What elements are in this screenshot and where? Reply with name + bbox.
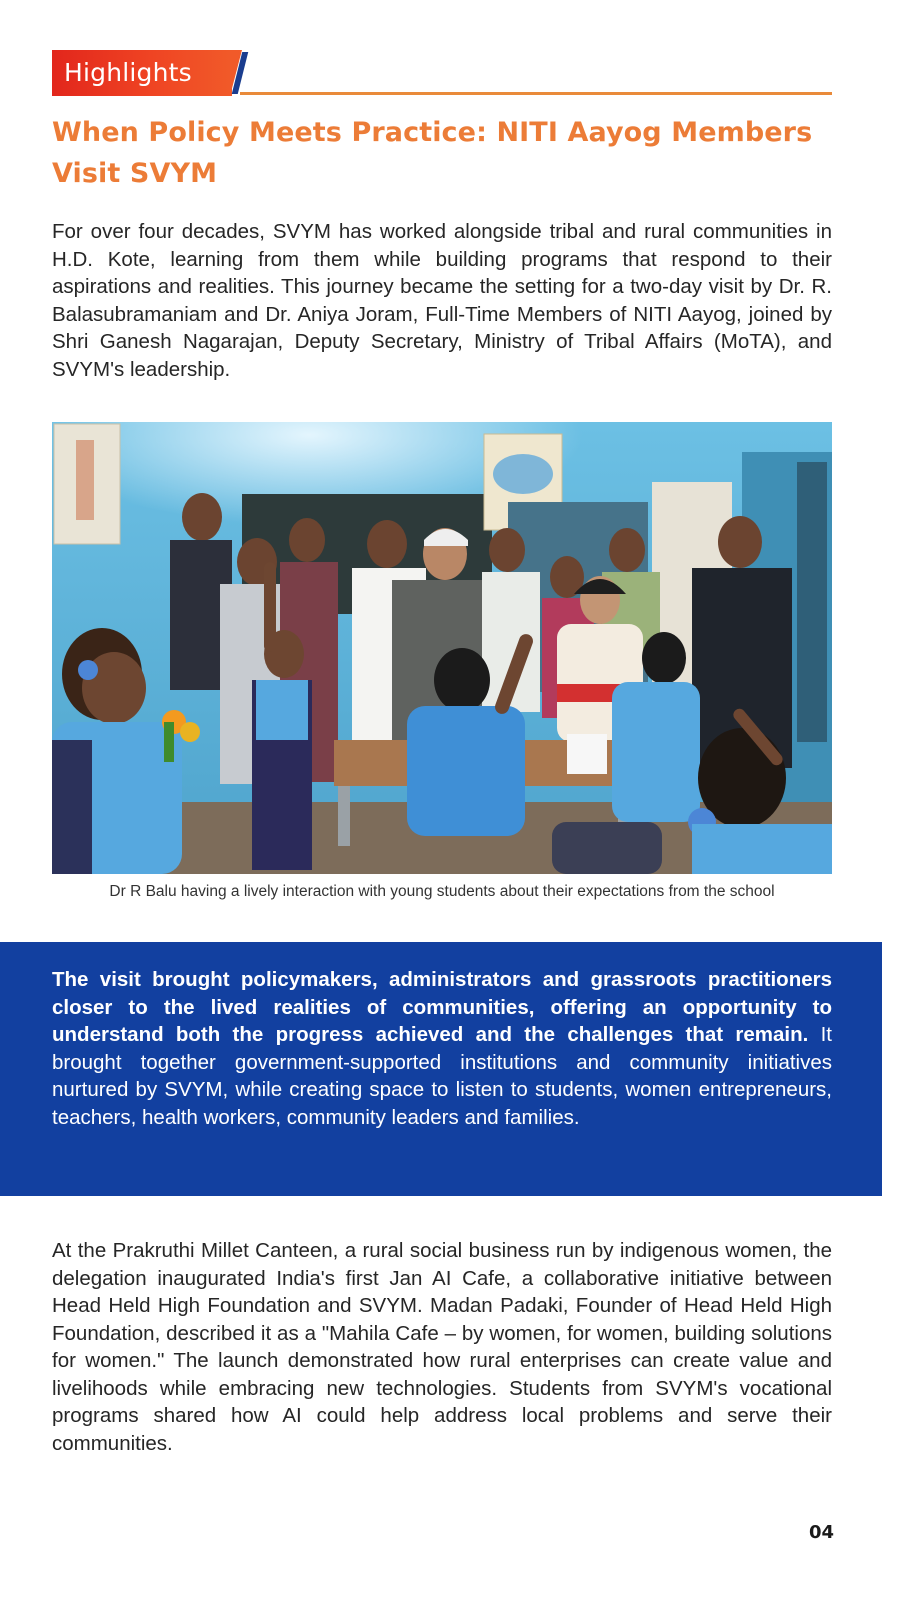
photo-caption: Dr R Balu having a lively interaction with young students about their expectations from the school — [109, 883, 775, 900]
header-rule — [240, 92, 832, 95]
intro-paragraph: For over four decades, SVYM has worked alongside tribal and rural communities in H.D. Kote, learning from them while building programs that respond to their aspirations and realities. This journey became the setting for a two-day visit by Dr. R. Balasubramaniam and Dr. Aniya Joram, Full-Time Members of NITI Aayog, joined by Shri Ganesh Nagarajan, Deputy Secretary, Ministry of Tribal Affairs (MoTA), and SVYM's leadership. — [52, 220, 832, 381]
article-photo — [52, 422, 832, 874]
highlight-bold-text: The visit brought policymakers, administrators and grassroots practitioners closer to the lived realities of communities, offering an opportunity to understand both the progress achieved and the challenges that remain. — [52, 968, 832, 1046]
highlight-paragraph — [52, 966, 832, 1131]
page-number: 04 — [808, 1522, 834, 1543]
highlights-tag: Highlights — [52, 50, 232, 96]
highlight-regular-text: It brought together government-supported institutions and community initiatives nurtured by SVYM, while creating space to listen to students, women entrepreneurs, teachers, health workers, community leaders and families. — [52, 1023, 832, 1129]
body-paragraph: At the Prakruthi Millet Canteen, a rural social business run by indigenous women, the delegation inaugurated India's first Jan AI Cafe, a collaborative initiative between Head Held High Foundation and SVYM. Madan Padaki, Founder of Head Held High Foundation, described it as a "Mahila Cafe – by women, for women, building solutions for women." The launch demonstrated how rural enterprises can create value and livelihoods while embracing new technologies. Students from SVYM's vocational programs shared how AI could help address local problems and serve their communities. — [52, 1239, 832, 1455]
section-header — [52, 50, 832, 98]
article-title: When Policy Meets Practice: NITI Aayog Members Visit SVYM — [52, 117, 813, 189]
